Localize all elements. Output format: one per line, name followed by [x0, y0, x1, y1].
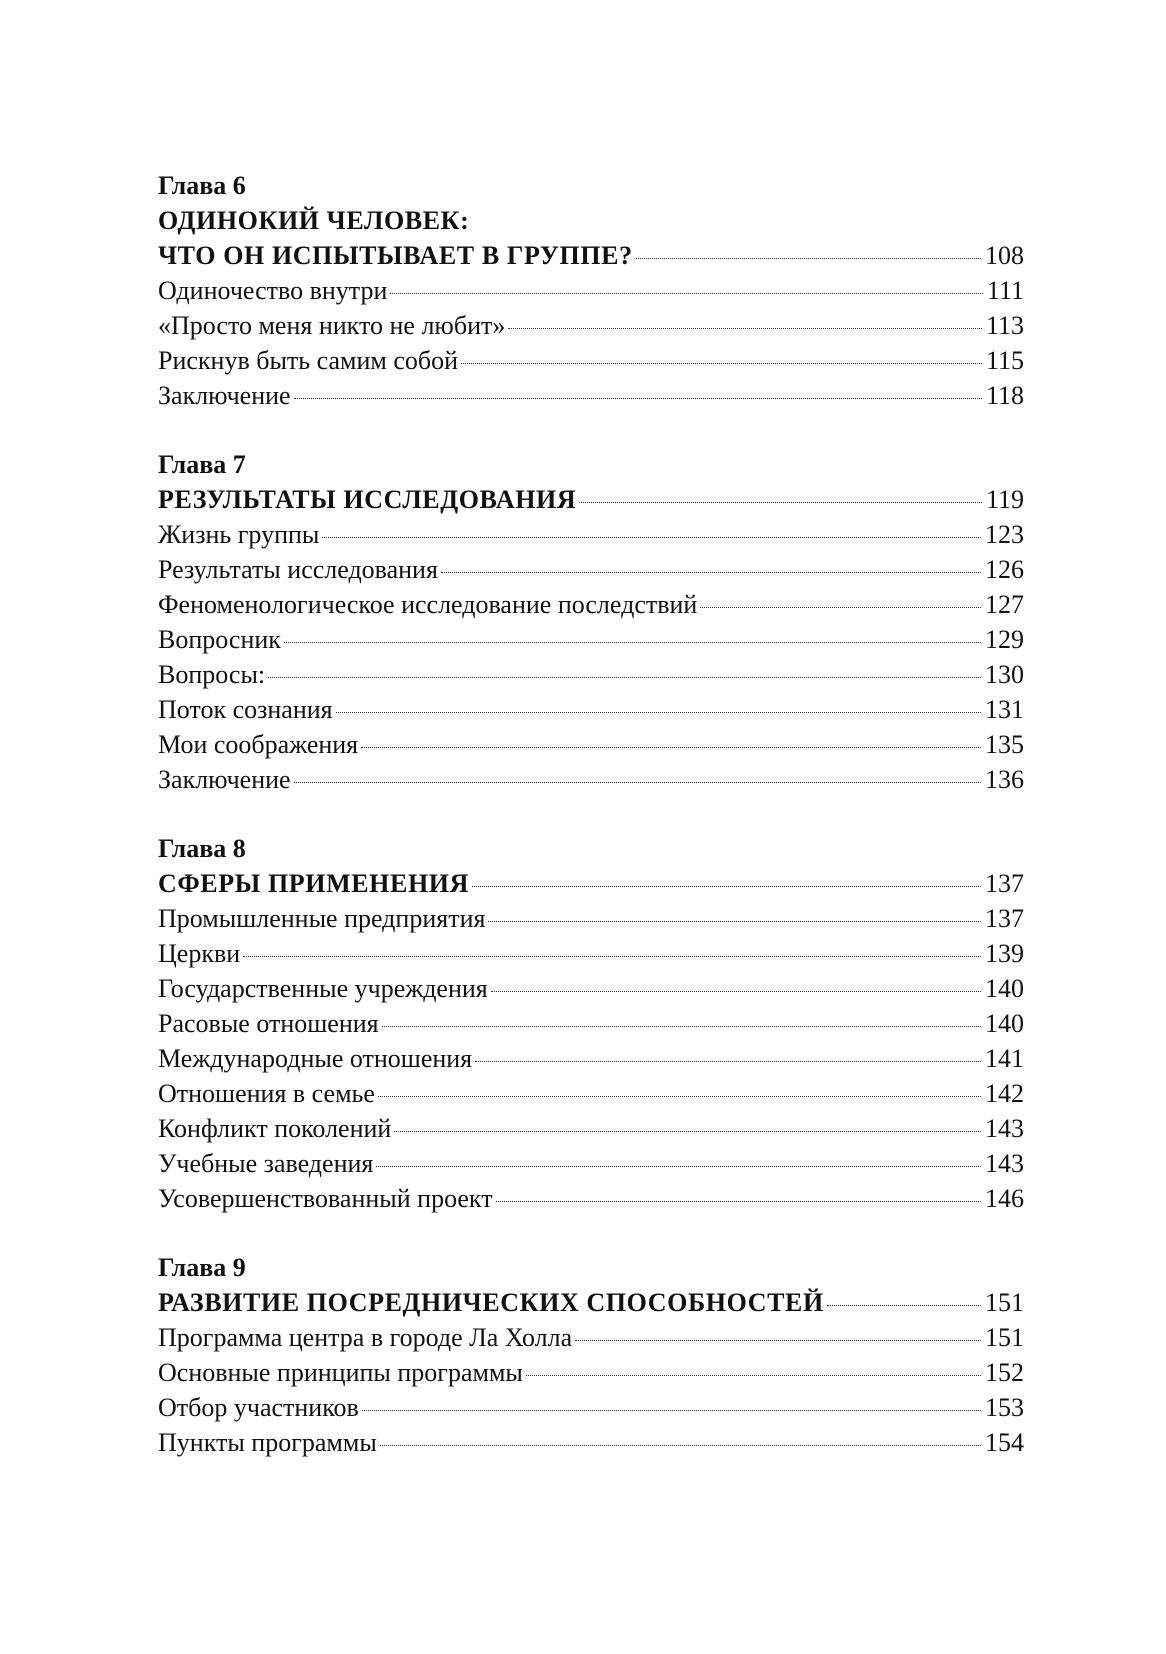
entry-title: Международные отношения — [158, 1044, 473, 1073]
toc-entry[interactable] — [158, 1006, 1024, 1041]
page-number: 129 — [985, 625, 1024, 654]
entry-title: Результаты исследования — [158, 555, 438, 584]
toc-entry[interactable] — [158, 378, 1024, 413]
entry-title: Программа центра в городе Ла Холла — [158, 1323, 573, 1352]
entry-title: Вопросы: — [158, 660, 266, 689]
table-of-contents — [158, 168, 1024, 1494]
chapter-title-text: ОДИНОКИЙ ЧЕЛОВЕК: — [158, 206, 470, 235]
toc-entry[interactable] — [158, 1320, 1024, 1355]
toc-entry[interactable] — [158, 1390, 1024, 1425]
page-number: 143 — [985, 1114, 1024, 1143]
dot-leader — [475, 1061, 981, 1062]
toc-entry[interactable] — [158, 273, 1024, 308]
chapter-title-text: СФЕРЫ ПРИМЕНЕНИЯ — [158, 869, 469, 898]
dot-leader — [827, 1305, 981, 1306]
entry-title: Одиночество внутри — [158, 276, 388, 305]
chapter-label: Глава 8 — [158, 834, 246, 863]
toc-entry[interactable] — [158, 901, 1024, 936]
chapter-section — [158, 168, 1024, 413]
entry-title: Вопросник — [158, 625, 281, 654]
chapter-label: Глава 7 — [158, 450, 246, 479]
dot-leader — [322, 537, 981, 538]
page-number: 140 — [985, 1009, 1024, 1038]
page-number: 140 — [985, 974, 1024, 1003]
page-number: 119 — [985, 485, 1024, 514]
entry-title: Феноменологическое исследование последствий — [158, 590, 698, 619]
chapter-label: Глава 6 — [158, 171, 246, 200]
dot-leader — [268, 677, 981, 678]
toc-entry[interactable] — [158, 1355, 1024, 1390]
entry-title: Расовые отношения — [158, 1009, 379, 1038]
dot-leader — [361, 747, 981, 748]
entry-title: «Просто меня никто не любит» — [158, 311, 506, 340]
toc-entry[interactable] — [158, 936, 1024, 971]
entry-title: Конфликт поколений — [158, 1114, 392, 1143]
dot-leader — [575, 1340, 981, 1341]
page-number: 137 — [985, 904, 1024, 933]
chapter-section — [158, 447, 1024, 797]
chapter-label: Глава 9 — [158, 1253, 246, 1282]
dot-leader — [378, 1096, 981, 1097]
chapter-title-entry[interactable] — [158, 238, 1024, 273]
page-number: 137 — [985, 869, 1024, 898]
toc-entry[interactable] — [158, 1041, 1024, 1076]
chapter-title-text: РЕЗУЛЬТАТЫ ИССЛЕДОВАНИЯ — [158, 485, 577, 514]
page-number: 151 — [985, 1323, 1024, 1352]
entry-title: Мои соображения — [158, 730, 359, 759]
chapter-title-entry[interactable] — [158, 866, 1024, 901]
entry-title: Пункты программы — [158, 1428, 377, 1457]
dot-leader — [294, 398, 982, 399]
entry-title: Заключение — [158, 765, 291, 794]
page-number: 123 — [985, 520, 1024, 549]
toc-entry[interactable] — [158, 517, 1024, 552]
toc-entry[interactable] — [158, 622, 1024, 657]
entry-title: Государственные учреждения — [158, 974, 488, 1003]
dot-leader — [508, 328, 982, 329]
page-number: 146 — [985, 1184, 1024, 1213]
dot-leader — [284, 642, 981, 643]
toc-entry[interactable] — [158, 1111, 1024, 1146]
dot-leader — [579, 502, 982, 503]
toc-entry[interactable] — [158, 971, 1024, 1006]
entry-title: Учебные заведения — [158, 1149, 374, 1178]
page-number: 135 — [985, 730, 1024, 759]
toc-entry[interactable] — [158, 1076, 1024, 1111]
page-number: 151 — [985, 1288, 1024, 1317]
chapter-section — [158, 831, 1024, 1216]
dot-leader — [496, 1201, 981, 1202]
chapter-section — [158, 1250, 1024, 1460]
dot-leader — [461, 363, 982, 364]
entry-title: Заключение — [158, 381, 291, 410]
page-number: 136 — [985, 765, 1024, 794]
dot-leader — [636, 258, 981, 259]
entry-title: Отбор участников — [158, 1393, 359, 1422]
dot-leader — [382, 1026, 981, 1027]
page-number: 131 — [985, 695, 1024, 724]
page-number: 113 — [985, 311, 1024, 340]
entry-title: Рискнув быть самим собой — [158, 346, 459, 375]
page-number: 111 — [986, 276, 1024, 305]
page-number: 153 — [985, 1393, 1024, 1422]
dot-leader — [362, 1410, 981, 1411]
page-number: 143 — [985, 1149, 1024, 1178]
entry-title: Усовершенствованный проект — [158, 1184, 493, 1213]
chapter-title-entry[interactable] — [158, 1285, 1024, 1320]
dot-leader — [376, 1166, 981, 1167]
chapter-title-text: РАЗВИТИЕ ПОСРЕДНИЧЕСКИХ СПОСОБНОСТЕЙ — [158, 1288, 824, 1317]
dot-leader — [700, 607, 981, 608]
toc-entry[interactable] — [158, 1181, 1024, 1216]
entry-title: Жизнь группы — [158, 520, 320, 549]
dot-leader — [294, 782, 981, 783]
dot-leader — [243, 956, 981, 957]
toc-entry[interactable] — [158, 587, 1024, 622]
dot-leader — [441, 572, 981, 573]
toc-entry[interactable] — [158, 1146, 1024, 1181]
dot-leader — [472, 886, 981, 887]
entry-title: Промышленные предприятия — [158, 904, 486, 933]
entry-title: Церкви — [158, 939, 241, 968]
page-number: 141 — [985, 1044, 1024, 1073]
toc-entry[interactable] — [158, 657, 1024, 692]
chapter-title-entry[interactable] — [158, 482, 1024, 517]
entry-title: Основные принципы программы — [158, 1358, 523, 1387]
page-number: 130 — [985, 660, 1024, 689]
dot-leader — [380, 1445, 981, 1446]
toc-entry[interactable] — [158, 552, 1024, 587]
page-number: 118 — [985, 381, 1024, 410]
dot-leader — [336, 712, 981, 713]
dot-leader — [491, 991, 981, 992]
entry-title: Отношения в семье — [158, 1079, 375, 1108]
dot-leader — [526, 1375, 981, 1376]
page-number: 139 — [985, 939, 1024, 968]
dot-leader — [390, 293, 983, 294]
page-number: 152 — [985, 1358, 1024, 1387]
page-number: 126 — [985, 555, 1024, 584]
page-number: 154 — [985, 1428, 1024, 1457]
toc-entry[interactable] — [158, 762, 1024, 797]
dot-leader — [394, 1131, 981, 1132]
chapter-title-line — [158, 203, 1024, 238]
toc-entry[interactable] — [158, 343, 1024, 378]
chapter-title-text: ЧТО ОН ИСПЫТЫВАЕТ В ГРУППЕ? — [158, 241, 633, 270]
page-number: 142 — [985, 1079, 1024, 1108]
toc-entry[interactable] — [158, 692, 1024, 727]
dot-leader — [488, 921, 981, 922]
page-number: 127 — [985, 590, 1024, 619]
toc-entry[interactable] — [158, 308, 1024, 343]
page-number: 115 — [985, 346, 1024, 375]
toc-entry[interactable] — [158, 1425, 1024, 1460]
page-number: 108 — [985, 241, 1024, 270]
toc-entry[interactable] — [158, 727, 1024, 762]
entry-title: Поток сознания — [158, 695, 333, 724]
